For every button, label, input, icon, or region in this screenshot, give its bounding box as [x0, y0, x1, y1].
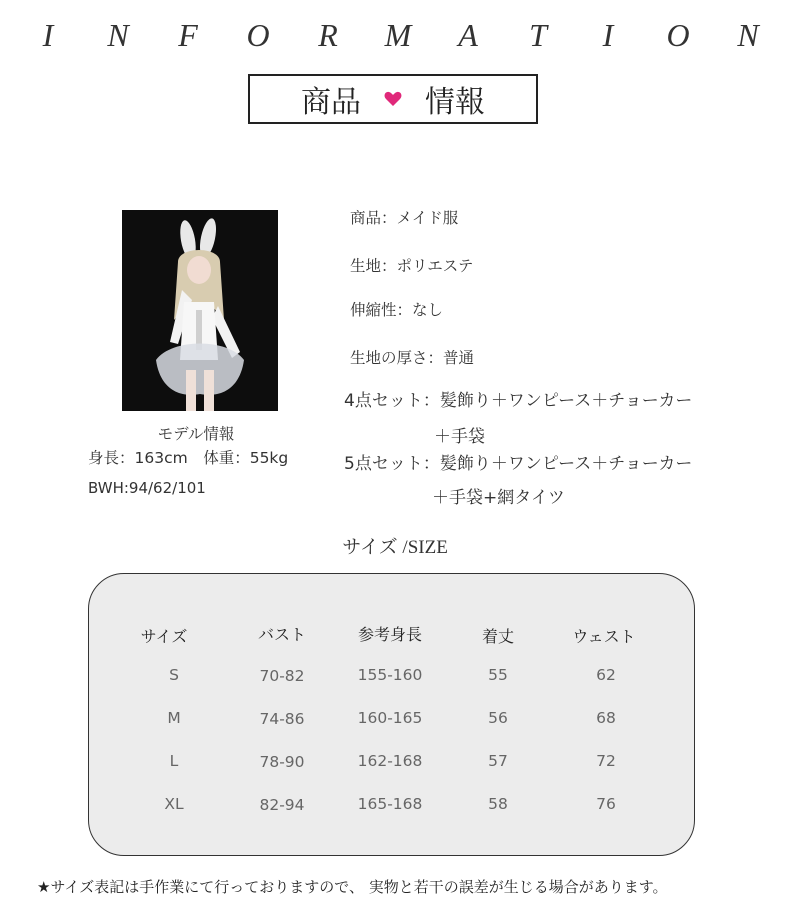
spec-set5: 5点セット：髪飾り＋ワンピース＋チョーカー: [344, 454, 693, 474]
size-cell: 70-82: [259, 667, 305, 685]
heading-letter: O: [246, 16, 270, 53]
heading-letter: F: [178, 16, 198, 53]
size-cell: XL: [164, 795, 184, 813]
model-bwh: BWH:94/62/101: [88, 479, 206, 497]
size-cell: 82-94: [259, 796, 305, 814]
size-cell: 62: [596, 666, 616, 684]
size-header: バスト: [257, 625, 306, 644]
information-heading: [28, 10, 768, 60]
size-header: 参考身長: [357, 625, 422, 644]
title-left: 商品: [301, 85, 361, 120]
size-disclaimer: ★サイズ表記は手作業にて行っておりますので、 実物と若干の誤差が生じる場合があります。: [37, 878, 668, 896]
size-cell: M: [167, 709, 181, 727]
size-cell: 76: [596, 795, 616, 813]
size-cell: 162-168: [357, 752, 423, 770]
model-info: [88, 422, 318, 500]
heading-letter: N: [107, 16, 129, 53]
heading-letter: N: [737, 16, 759, 53]
heading-letter: M: [384, 16, 412, 53]
size-header: ウェスト: [572, 627, 636, 646]
spec-set4-cont: ＋手袋: [434, 427, 485, 447]
heart-icon: [383, 89, 403, 109]
size-cell: 160-165: [357, 709, 423, 727]
title-right: 情報: [425, 85, 485, 120]
size-cell: 58: [488, 795, 508, 813]
size-title: サイズ /SIZE: [342, 537, 448, 558]
heading-letter: I: [602, 16, 614, 53]
size-cell: S: [169, 666, 179, 684]
heading-letter: O: [666, 16, 690, 53]
size-cell: 165-168: [357, 795, 423, 813]
size-table: [88, 573, 695, 856]
spec-stretch: 伸縮性：なし: [350, 301, 444, 319]
size-cell: 72: [596, 752, 616, 770]
spec-thickness: 生地の厚さ：普通: [350, 349, 475, 367]
heading-letter: R: [318, 16, 338, 53]
spec-set4: 4点セット：髪飾り＋ワンピース＋チョーカー: [344, 391, 693, 411]
model-info-title: モデル情報: [157, 425, 235, 443]
size-header: サイズ: [140, 627, 188, 646]
size-cell: 68: [596, 709, 616, 727]
spec-item: 商品：メイド服: [350, 209, 459, 227]
size-cell: L: [169, 752, 179, 770]
heading-letter: I: [42, 16, 54, 53]
size-cell: 55: [488, 666, 508, 684]
size-cell: 56: [488, 709, 508, 727]
size-header: 着丈: [481, 627, 514, 646]
size-cell: 74-86: [259, 710, 305, 728]
size-cell: 57: [488, 752, 508, 770]
size-cell: 155-160: [357, 666, 423, 684]
spec-fabric: 生地：ポリエステ: [350, 257, 474, 275]
spec-set5-cont: ＋手袋+網タイツ: [432, 488, 565, 508]
size-cell: 78-90: [259, 753, 305, 771]
heading-letter: T: [529, 16, 547, 53]
product-info-title-box: [248, 74, 538, 124]
heading-letter: A: [458, 16, 478, 53]
model-height-weight: 身長：163cm 体重：55kg: [88, 449, 289, 467]
model-photo: [122, 210, 278, 411]
